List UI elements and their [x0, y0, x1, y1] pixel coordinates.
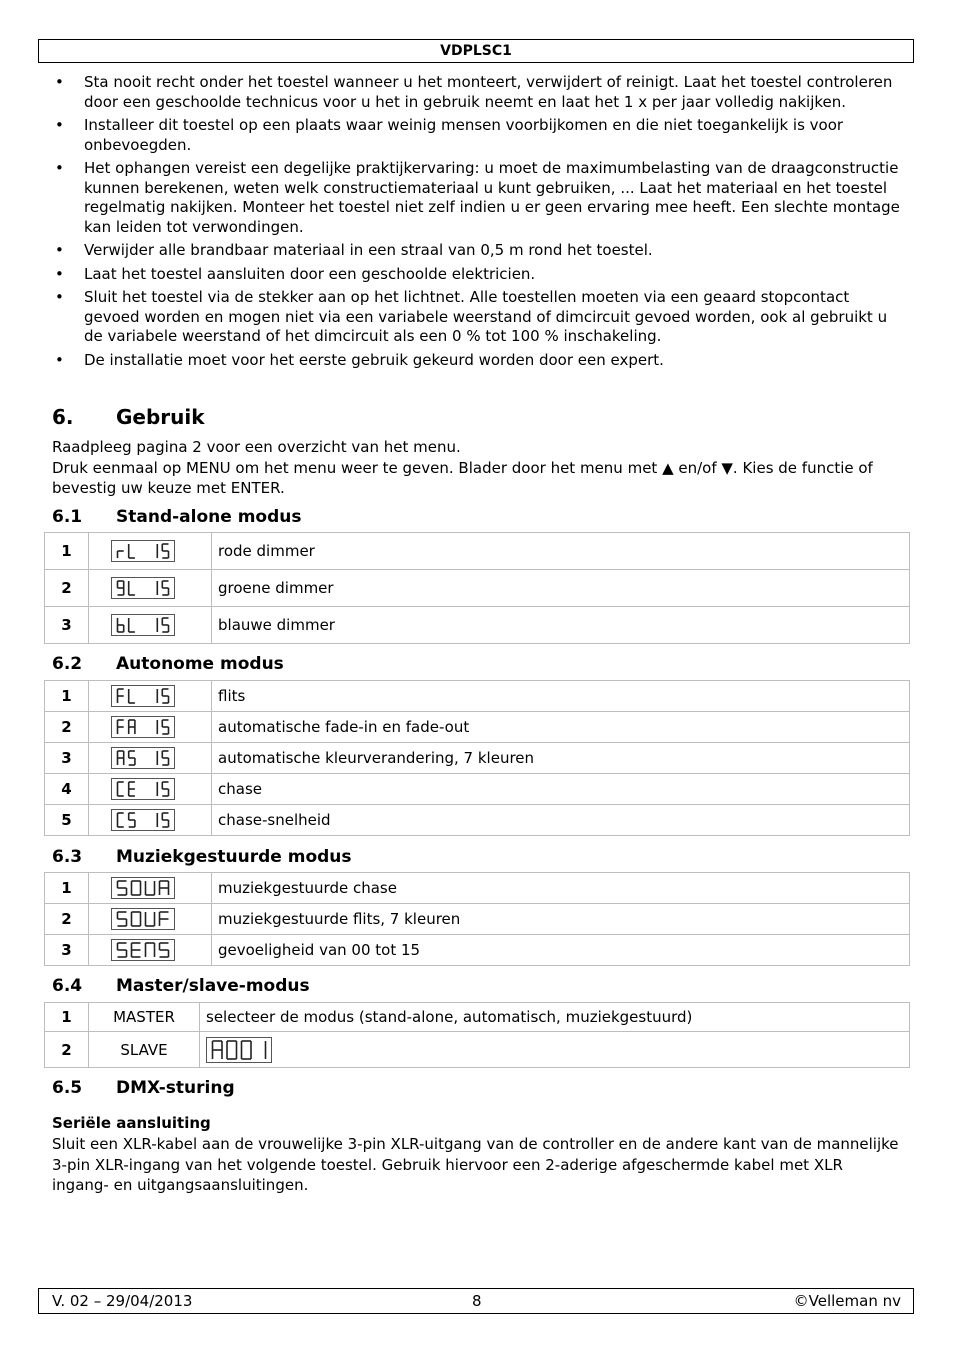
- table-cell: muziekgestuurde flits, 7 kleuren: [212, 904, 910, 935]
- table-cell: 2: [45, 712, 89, 743]
- lcd-glyphs: [112, 779, 174, 799]
- lcd-glyphs: [112, 748, 174, 768]
- table-cell: [89, 774, 212, 805]
- document-header: [38, 39, 914, 63]
- table-cell: 3: [45, 935, 89, 966]
- stand-alone-table: [44, 532, 910, 644]
- lcd-glyphs: [112, 686, 174, 706]
- master-slave-table: [44, 1002, 910, 1068]
- table-row: [45, 712, 910, 743]
- table-cell: gevoeligheid van 00 tot 15: [212, 935, 910, 966]
- lcd-display: [111, 939, 175, 961]
- lcd-glyphs: [112, 878, 174, 898]
- table-cell: 1: [45, 1003, 89, 1032]
- lcd-display: [111, 908, 175, 930]
- table-row: [45, 681, 910, 712]
- table-cell: flits: [212, 681, 910, 712]
- table-row: [45, 1003, 910, 1032]
- table-row: [45, 570, 910, 607]
- list-item: • Installeer dit toestel op een plaats waar weinig mensen voorbijkomen en die niet toegankelijk is voor onbevoegden.: [55, 116, 844, 154]
- lcd-glyphs: [112, 940, 174, 960]
- list-item: • Verwijder alle brandbaar materiaal in een straal van 0,5 m rond het toestel.: [55, 241, 653, 259]
- lcd-display: [111, 809, 175, 831]
- table-cell: [89, 712, 212, 743]
- table-cell: [89, 743, 212, 774]
- lcd-glyphs: [207, 1038, 271, 1062]
- table-cell: [89, 805, 212, 836]
- lcd-display: [111, 540, 175, 562]
- table-row: [45, 774, 910, 805]
- table-row: [45, 1032, 910, 1068]
- lcd-display-cell: [89, 607, 212, 644]
- lcd-display: [111, 747, 175, 769]
- table-row: [45, 873, 910, 904]
- lcd-display: [206, 1037, 272, 1063]
- serial-connection-subheading: Seriële aansluiting: [52, 1114, 211, 1132]
- table-cell: muziekgestuurde chase: [212, 873, 910, 904]
- section-6-3-heading: 6.3 Muziekgestuurde modus: [52, 847, 352, 867]
- lcd-glyphs: [112, 541, 174, 561]
- section-6-1-heading: 6.1 Stand-alone modus: [52, 507, 302, 527]
- table-cell: 5: [45, 805, 89, 836]
- table-cell: 2: [45, 570, 89, 607]
- section-6-2-heading: 6.2 Autonome modus: [52, 654, 284, 674]
- table-cell: 2: [45, 1032, 89, 1068]
- table-cell: [89, 904, 212, 935]
- safety-bullet-list: [52, 73, 907, 374]
- table-row: [45, 607, 910, 644]
- list-item: • Het ophangen vereist een degelijke praktijkervaring: u moet de maximumbelasting van de draagconstructie kunnen berekenen, weten welk constructiemateriaal u kunt gebruiken, ... Laat het materiaal en het toestel regelmatig nakijken. Monteer het toestel niet zelf indien u er geen ervaring mee heeft. Een slechte montage kan leiden tot verwondingen.: [55, 159, 900, 236]
- table-cell: automatische kleurverandering, 7 kleuren: [212, 743, 910, 774]
- list-item: • Sta nooit recht onder het toestel wanneer u het monteert, verwijdert of reinigt. Laat het toestel controleren door een geschoolde technicus voor u het in gebruik neemt en laat het 1 x per jaar volledig nakijken.: [55, 73, 893, 111]
- section-6-intro: Raadpleeg pagina 2 voor een overzicht van het menu. Druk eenmaal op MENU om het menu weer te geven. Blader door het menu met ▲ en/of ▼. Kies de functie of bevestig uw keuze met ENTER.: [52, 438, 873, 497]
- table-cell: 1: [45, 681, 89, 712]
- table-row: [45, 743, 910, 774]
- table-cell: 3: [45, 743, 89, 774]
- table-row: [45, 904, 910, 935]
- table-cell: SLAVE: [89, 1032, 200, 1068]
- table-cell: [89, 935, 212, 966]
- lcd-glyphs: [112, 615, 174, 635]
- table-cell: 1: [45, 873, 89, 904]
- footer-page-number: 8: [472, 1292, 482, 1310]
- table-row: [45, 935, 910, 966]
- list-item: • De installatie moet voor het eerste gebruik gekeurd worden door een expert.: [55, 350, 664, 369]
- section-6-4-heading: 6.4 Master/slave-modus: [52, 976, 310, 996]
- lcd-display: [111, 614, 175, 636]
- lcd-display-cell: [89, 570, 212, 607]
- table-cell: 2: [45, 904, 89, 935]
- section-6-heading: 6. Gebruik: [52, 405, 205, 429]
- table-cell: chase: [212, 774, 910, 805]
- section-6-5-heading: 6.5 DMX-sturing: [52, 1078, 235, 1098]
- table-cell: blauwe dimmer: [212, 607, 910, 644]
- table-cell: selecteer de modus (stand-alone, automatisch, muziekgestuurd): [200, 1003, 910, 1032]
- lcd-display: [111, 716, 175, 738]
- lcd-glyphs: [112, 717, 174, 737]
- lcd-glyphs: [112, 810, 174, 830]
- music-table: [44, 872, 910, 966]
- table-cell: MASTER: [89, 1003, 200, 1032]
- serial-connection-text: Sluit een XLR-kabel aan de vrouwelijke 3-pin XLR-uitgang van de controller en de andere kant van de mannelijke 3-pin XLR-ingang van het volgende toestel. Gebruik hiervoor een 2-aderige afgeschermde kabel met XLR ingang- en uitgangsaansluitingen.: [52, 1135, 899, 1194]
- table-cell: 4: [45, 774, 89, 805]
- document-footer: [38, 1288, 914, 1314]
- table-cell: [89, 873, 212, 904]
- lcd-glyphs: [112, 578, 174, 598]
- table-cell: automatische fade-in en fade-out: [212, 712, 910, 743]
- table-cell: [200, 1032, 910, 1068]
- header-title: VDPLSC1: [440, 43, 512, 59]
- table-cell: 3: [45, 607, 89, 644]
- lcd-display: [111, 685, 175, 707]
- lcd-display-cell: [89, 533, 212, 570]
- lcd-display: [111, 577, 175, 599]
- list-item: • Sluit het toestel via de stekker aan op het lichtnet. Alle toestellen moeten via een geaard stopcontact gevoed worden en mogen niet via een variabele weerstand of dimcircuit gevoed worden, ook al gebruikt u de variabele weerstand of het dimcircuit als een 0 % tot 100 % inschakeling.: [55, 288, 888, 345]
- footer-copyright: ©Velleman nv: [793, 1292, 901, 1310]
- table-cell: groene dimmer: [212, 570, 910, 607]
- list-item: • Laat het toestel aansluiten door een geschoolde elektricien.: [55, 264, 536, 283]
- table-cell: [89, 681, 212, 712]
- table-cell: chase-snelheid: [212, 805, 910, 836]
- lcd-glyphs: [112, 909, 174, 929]
- lcd-display: [111, 877, 175, 899]
- autonomous-table: [44, 680, 910, 836]
- footer-version: V. 02 – 29/04/2013: [52, 1292, 193, 1310]
- table-cell: rode dimmer: [212, 533, 910, 570]
- table-row: [45, 533, 910, 570]
- table-cell: 1: [45, 533, 89, 570]
- table-row: [45, 805, 910, 836]
- lcd-display: [111, 778, 175, 800]
